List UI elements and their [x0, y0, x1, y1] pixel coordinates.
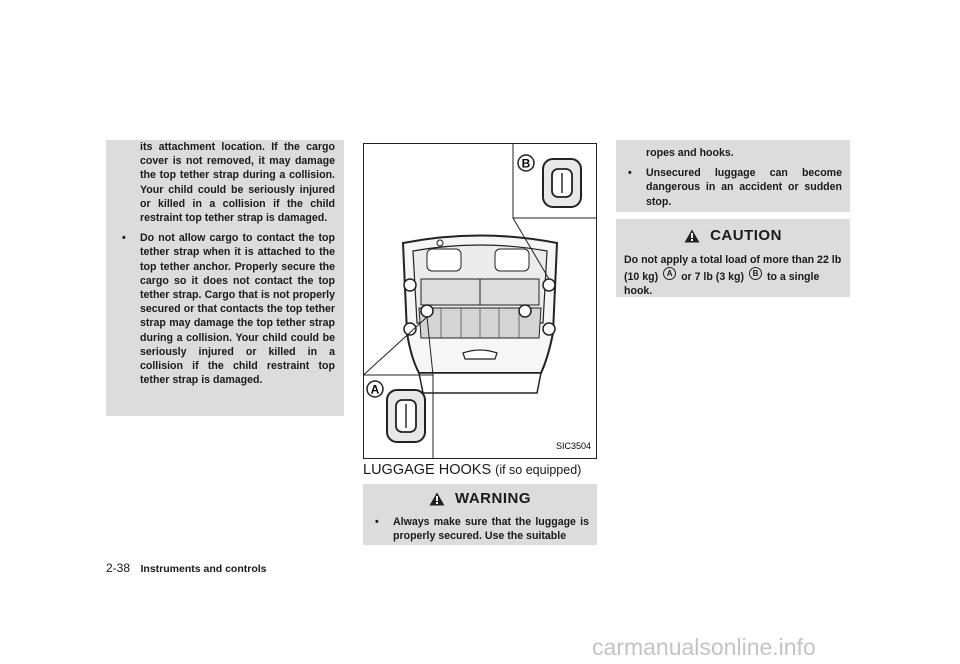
luggage-hooks-figure — [363, 143, 597, 459]
warning-triangle-icon — [429, 492, 445, 506]
caution-triangle-icon — [684, 229, 700, 243]
caution-text-part1: Do not apply a total load of more than 22 lb (10 kg) — [624, 254, 842, 284]
right-bullet-item — [624, 166, 842, 209]
caution-box — [616, 219, 850, 297]
callout-b-symbol: B — [749, 267, 762, 280]
watermark: carmanualsonline.info — [592, 634, 816, 660]
footer-section: Instruments and controls — [140, 563, 267, 575]
left-content-box — [106, 140, 344, 416]
figure-code: SIC3504 — [555, 441, 591, 451]
caution-text-part2: or 7 lb (3 kg) — [681, 271, 745, 284]
section-title — [363, 462, 581, 478]
left-bullet-item — [118, 231, 335, 387]
page-footer — [106, 559, 267, 577]
warning-title: WARNING — [455, 490, 531, 507]
bullet-dot: • — [628, 167, 632, 180]
caution-title: CAUTION — [710, 227, 782, 244]
figure-label-b: B — [521, 156, 531, 171]
right-continued-text: ropes and hooks. — [646, 147, 734, 159]
warning-heading — [363, 490, 597, 507]
left-continued-text: its attachment location. If the cargo cover is not removed, it may damage the top tether strap during a collision. Your child could be seriously injured or killed in a collision if the child restraint top tether strap is damaged. — [140, 141, 335, 225]
warning-bullet-text: Always make sure that the luggage is properly secured. Use the suitable — [393, 516, 589, 543]
page-number: 2-38 — [106, 561, 131, 575]
warning-box — [363, 484, 597, 545]
right-content-box — [616, 140, 850, 212]
warning-bullet — [371, 515, 589, 543]
callout-a-symbol: A — [663, 267, 676, 280]
section-title-main: LUGGAGE HOOKS — [363, 462, 492, 478]
left-bullet-text: Do not allow cargo to contact the top tether strap when it is attached to the top tether anchor. Properly secure the cargo so it does not contact the top tether strap. Cargo that is not properly secured or that contacts the top tether strap may damage the top tether strap during a collision. Your child could be seriously injured or killed in a collision if the child restraint top tether strap is damaged. — [140, 232, 335, 387]
bullet-dot: • — [122, 232, 126, 245]
right-bullet-text: Unsecured luggage can become dangerous in an accident or sudden stop. — [646, 167, 842, 208]
caution-text-part3: to a single hook. — [624, 271, 820, 298]
section-title-sub: (if so equipped) — [495, 463, 582, 477]
bullet-dot: • — [375, 516, 379, 528]
caution-heading — [624, 227, 842, 244]
caution-text — [624, 253, 842, 299]
figure-label-a: A — [370, 382, 380, 397]
